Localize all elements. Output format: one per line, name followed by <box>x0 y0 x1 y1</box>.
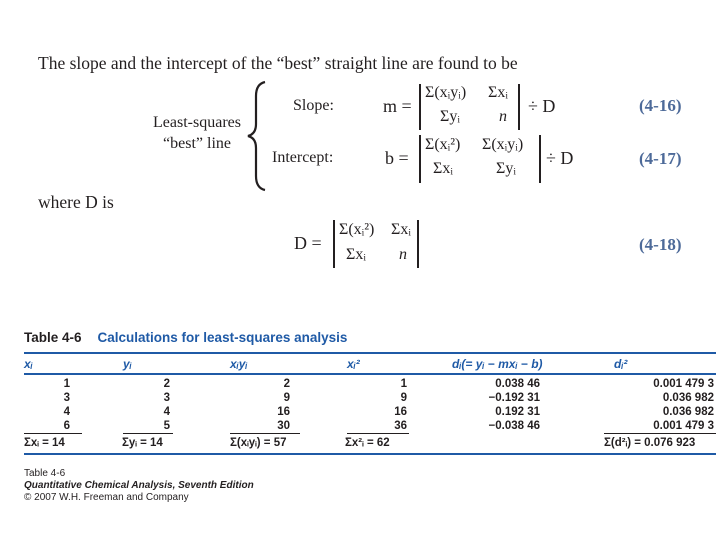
caption-table-number: Table 4-6 <box>24 468 66 479</box>
curly-brace-icon <box>243 80 271 192</box>
slope-determinant-right-bar <box>518 84 520 130</box>
table-cell-r2-xiyi: 9 <box>283 392 290 404</box>
table-header-rule <box>24 373 716 375</box>
intercept-det-r1c2: Σ(xᵢyᵢ) <box>482 136 524 153</box>
table-number: Table 4-6 <box>24 330 82 345</box>
table-cell-r3-xi2: 16 <box>394 406 407 418</box>
intercept-determinant-right-bar <box>539 135 541 183</box>
table-cell-r3-di: 0.192 31 <box>495 406 540 418</box>
table-cell-r4-di: −0.038 46 <box>488 420 540 432</box>
table-cell-r2-di: −0.192 31 <box>488 392 540 404</box>
slope-det-r1c1: Σ(xᵢyᵢ) <box>425 84 467 101</box>
slope-lhs: m = <box>383 96 412 116</box>
sum-yi: Σyᵢ = 14 <box>122 437 163 449</box>
intercept-det-r1c1: Σ(xᵢ²) <box>425 136 461 153</box>
table-title <box>24 330 347 345</box>
table-cell-r1-xi2: 1 <box>400 378 407 390</box>
slope-divide: ÷ D <box>528 96 556 116</box>
intercept-det-r2c2: Σyᵢ <box>496 160 516 177</box>
table-cell-r1-di2: 0.001 479 3 <box>653 378 714 390</box>
sum-di2: Σ(d²ᵢ) = 0.076 923 <box>604 437 696 449</box>
d-lhs: D = <box>294 233 322 253</box>
header-di2: dᵢ² <box>614 357 628 371</box>
slope-det-r1c2: Σxᵢ <box>488 84 508 101</box>
table-cell-r4-yi: 5 <box>163 420 170 432</box>
table-cell-r3-xiyi: 16 <box>277 406 290 418</box>
table-cell-r1-xi: 1 <box>63 378 70 390</box>
table-cell-r2-di2: 0.036 982 <box>662 392 714 404</box>
table-bottom-rule <box>24 453 716 455</box>
sum-rule-xiyi <box>230 433 300 434</box>
table-cell-r2-yi: 3 <box>163 392 170 404</box>
table-title-text: Calculations for least-squares analysis <box>97 330 348 345</box>
least-squares-label-line1: Least-squares <box>153 114 241 131</box>
equation-number-4-18: (4-18) <box>639 235 682 254</box>
least-squares-label-line2: “best” line <box>163 135 231 152</box>
header-yi: yᵢ <box>123 357 132 371</box>
table-cell-r1-yi: 2 <box>163 378 170 390</box>
table-cell-r3-di2: 0.036 982 <box>662 406 714 418</box>
equation-number-4-16: (4-16) <box>639 96 682 115</box>
sum-rule-xi2 <box>347 433 409 434</box>
table-cell-r4-di2: 0.001 479 3 <box>653 420 714 432</box>
slope-det-r2c1: Σyᵢ <box>440 108 460 125</box>
sum-rule-yi <box>123 433 173 434</box>
sum-xi: Σxᵢ = 14 <box>24 437 65 449</box>
intercept-lhs: b = <box>385 148 409 168</box>
header-xi2: xᵢ² <box>347 357 360 371</box>
header-xi: xᵢ <box>24 357 33 371</box>
sum-xi2: Σx²ᵢ = 62 <box>345 437 390 449</box>
d-determinant-right-bar <box>417 220 419 268</box>
d-det-r1c1: Σ(xᵢ²) <box>339 221 375 238</box>
slope-det-r2c2: n <box>499 108 507 125</box>
table-cell-r1-xiyi: 2 <box>283 378 290 390</box>
caption-copyright: © 2007 W.H. Freeman and Company <box>24 492 189 503</box>
intercept-det-r2c1: Σxᵢ <box>433 160 453 177</box>
least-squares-label <box>146 112 248 154</box>
d-determinant-left-bar <box>333 220 335 268</box>
table-cell-r2-xi: 3 <box>63 392 70 404</box>
table-cell-r3-xi: 4 <box>63 406 70 418</box>
table-cell-r3-yi: 4 <box>163 406 170 418</box>
table-cell-r2-xi2: 9 <box>400 392 407 404</box>
sum-rule-di2 <box>604 433 716 434</box>
header-xiyi: xᵢyᵢ <box>230 357 248 371</box>
intercept-divide: ÷ D <box>546 148 574 168</box>
intercept-label: Intercept: <box>272 149 334 166</box>
sum-rule-xi <box>24 433 82 434</box>
caption-book-title: Quantitative Chemical Analysis, Seventh Edition <box>24 480 254 491</box>
d-det-r1c2: Σxᵢ <box>391 221 411 238</box>
equation-number-4-17: (4-17) <box>639 149 682 168</box>
sum-xiyi: Σ(xᵢyᵢ) = 57 <box>230 437 287 449</box>
table-top-rule <box>24 352 716 354</box>
d-det-r2c2: n <box>399 246 407 263</box>
figure-caption <box>24 468 254 504</box>
table-cell-r4-xiyi: 30 <box>277 420 290 432</box>
d-det-r2c1: Σxᵢ <box>346 246 366 263</box>
intercept-determinant-left-bar <box>419 135 421 183</box>
intro-text: The slope and the intercept of the “best” straight line are found to be <box>38 53 518 73</box>
slope-label: Slope: <box>293 97 334 114</box>
slope-determinant-left-bar <box>419 84 421 130</box>
table-cell-r4-xi2: 36 <box>394 420 407 432</box>
where-d-text: where D is <box>38 192 114 212</box>
table-cell-r1-di: 0.038 46 <box>495 378 540 390</box>
table-cell-r4-xi: 6 <box>63 420 70 432</box>
header-di: dᵢ(= yᵢ − mxᵢ − b) <box>452 357 543 371</box>
